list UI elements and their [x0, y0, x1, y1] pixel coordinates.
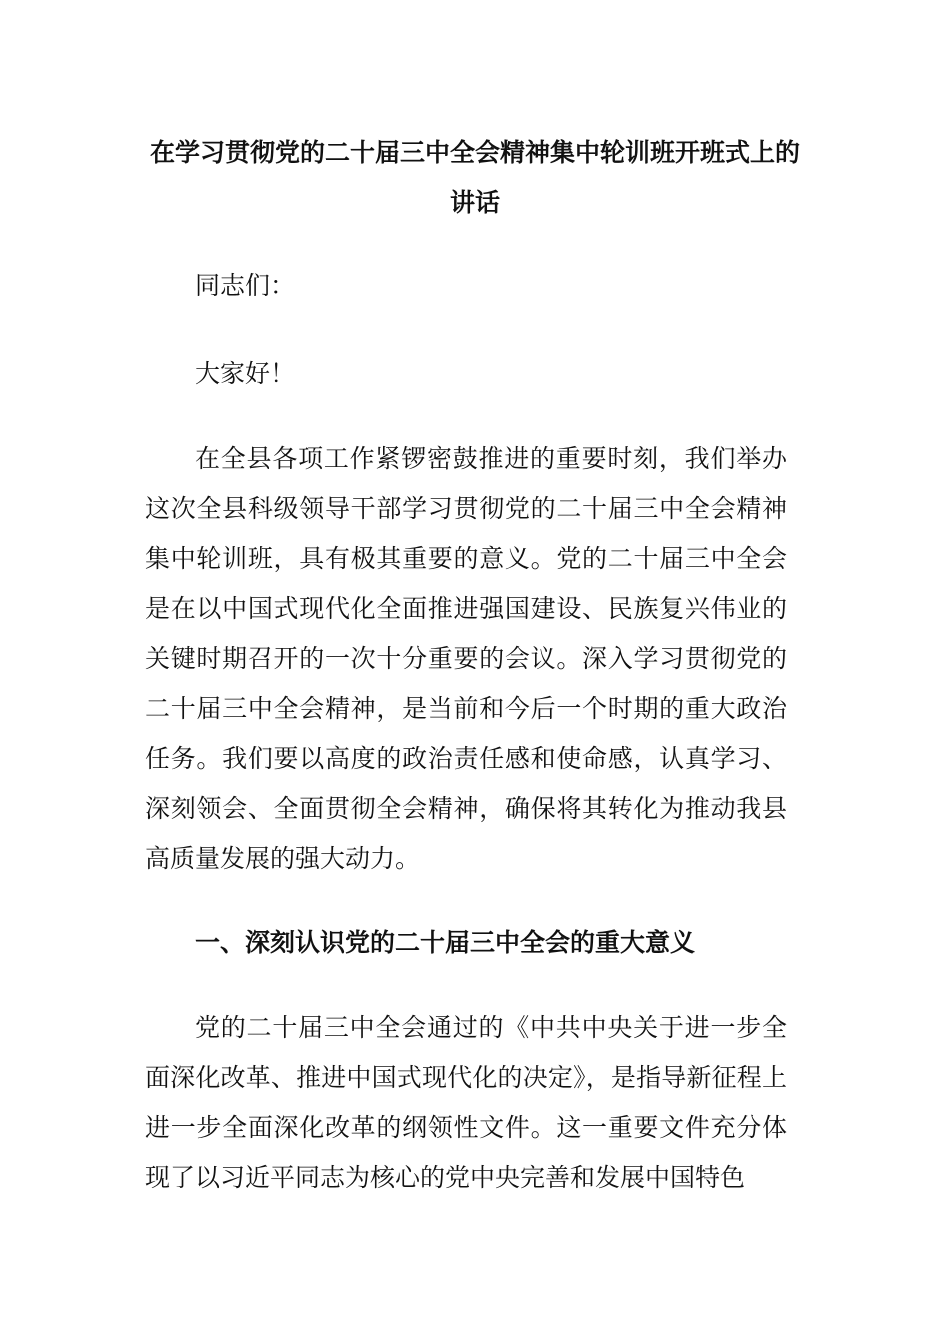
document-title: 在学习贯彻党的二十届三中全会精神集中轮训班开班式上的讲话 — [149, 138, 800, 217]
salutation: 同志们： — [195, 271, 296, 300]
section-heading-1: 一、深刻认识党的二十届三中全会的重大意义 — [195, 928, 696, 957]
paragraph-intro: 在全县各项工作紧锣密鼓推进的重要时刻，我们举办这次全县科级领导干部学习贯彻党的二十届三中全会精神集中轮训班，具有极其重要的意义。党的二十届三中全会是在以中国式现代化全面推进强国建设、民族复兴伟业的关键时期召开的一次十分重要的会议。深入学习贯彻党的二十届三中全会精神，是当前和今后一个时期的重大政治任务。我们要以高度的政治责任感和使命感，认真学习、深刻领会、全面贯彻全会精神，确保将其转化为推动我县高质量发展的强大动力。 — [145, 444, 787, 873]
greeting: 大家好！ — [195, 359, 296, 388]
paragraph-section-1: 党的二十届三中全会通过的《中共中央关于进一步全面深化改革、推进中国式现代化的决定》，是指导新征程上进一步全面深化改革的纲领性文件。这一重要文件充分体现了以习近平同志为核心的党中央完善和发展中国特色 — [145, 1013, 787, 1192]
